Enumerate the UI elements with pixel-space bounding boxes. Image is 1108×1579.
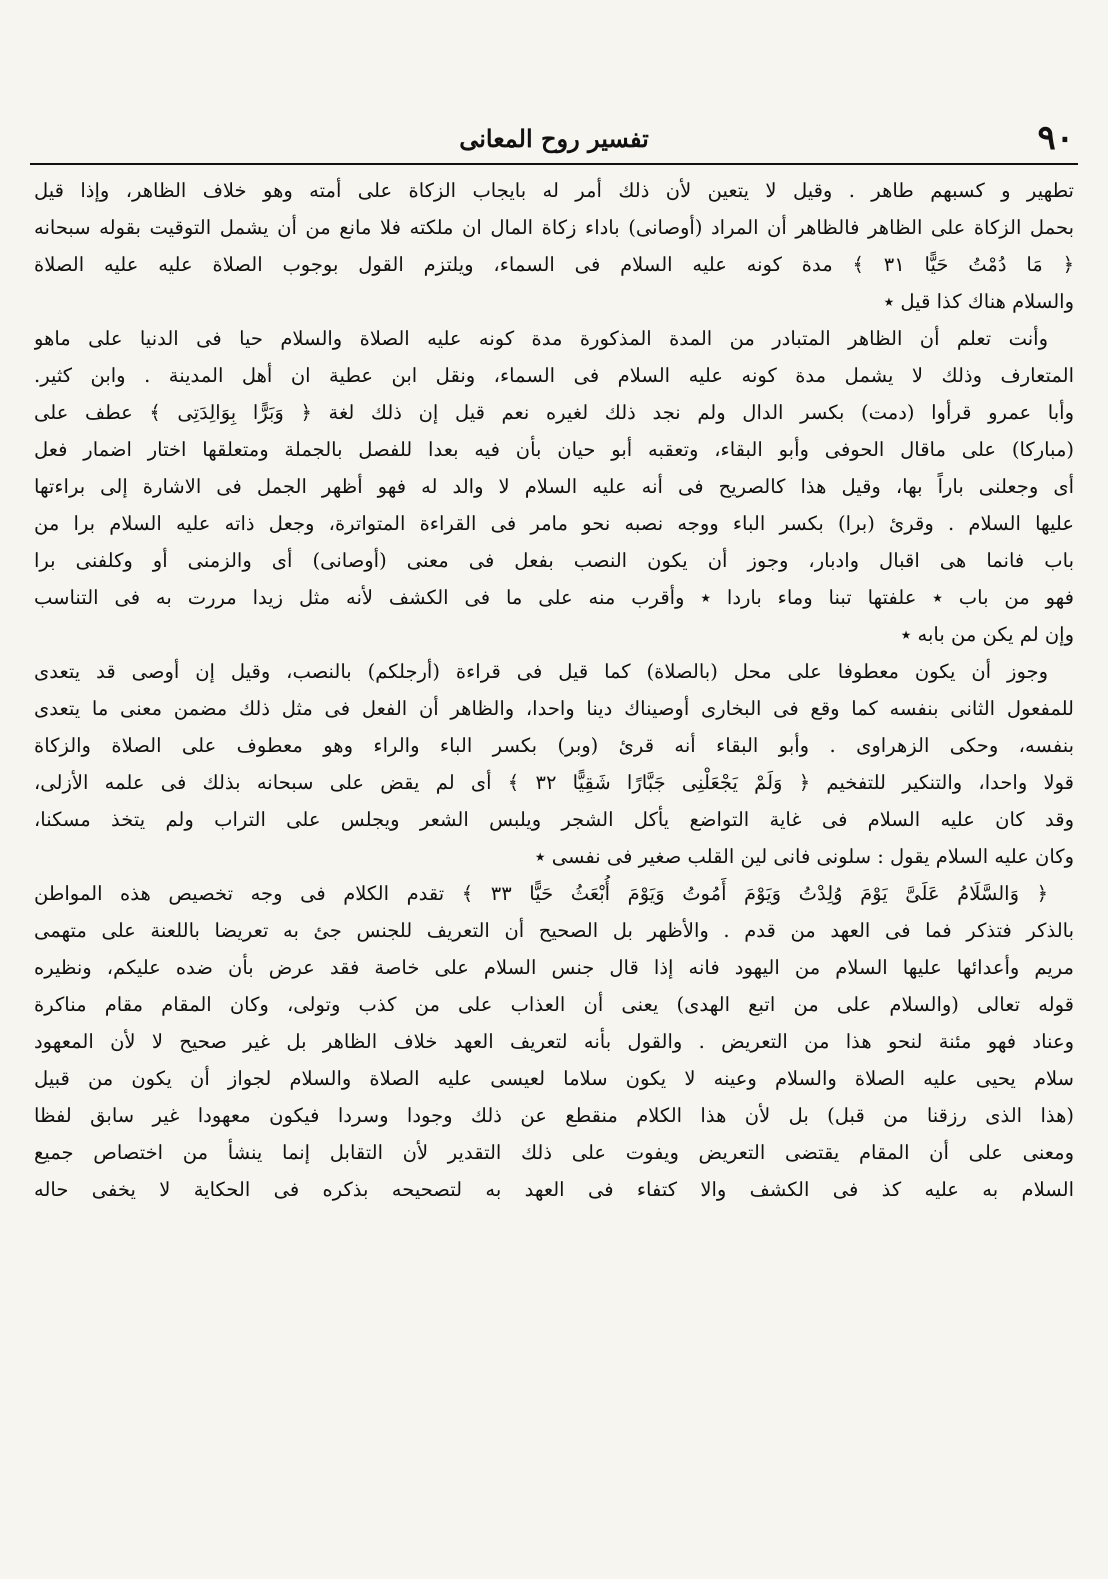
running-title: تفسير روح المعانى (459, 124, 649, 153)
header-divider (30, 163, 1078, 165)
text-line: فهو من باب ٭ علفتها تبنا وماء باردا ٭ وأقرب منه على ما فى الكشف لأنه مثل زيدا مررت به فى التناسب (34, 586, 1074, 609)
text-line: ﴿ مَا دُمْتُ حَيًّا ٣١ ﴾ مدة كونه عليه السلام فى السماء، ويلتزم القول بوجوب الصلاة عليه عليه الصلاة (34, 253, 1074, 276)
text-line: وجوز أن يكون معطوفا على محل (بالصلاة) كما قيل فى قراءة (أرجلكم) بالنصب، وقيل إن أوصى قد يتعدى (34, 660, 1048, 683)
text-line: وقد كان عليه السلام فى غاية التواضع يأكل الشجر ويلبس الشعر ويجلس على التراب ولم يتخذ مسكنا، (34, 808, 1074, 831)
text-line: بالذكر فتذكر فما فى العهد من قدم . والأظهر بل الصحيح أن التعريف للجنس جئ به تعريضا باللعنة على متهمى (34, 919, 1074, 942)
page-header (34, 118, 1074, 168)
text-line: (مباركا) على ماقال الحوفى وأبو البقاء، وتعقبه أبو حيان بأن فيه بعدا للفصل بالجملة ومتعلقها اختار اضمار فعل (34, 438, 1074, 461)
page-number: ٩٠ (1037, 118, 1074, 158)
text-line: وأنت تعلم أن الظاهر المتبادر من المدة المذكورة مدة كونه عليه الصلاة والسلام حيا فى الدنيا على ماهو (34, 327, 1048, 350)
text-line: وإن لم يكن من بابه ٭ (900, 623, 1074, 646)
text-line: السلام به عليه كذ فى الكشف والا كتفاء فى العهد به لتصحيحه بذكره فى الحكاية لا يخفى حاله (34, 1178, 1074, 1201)
text-line: بحمل الزكاة على الظاهر فالظاهر أن المراد (أوصانى) باداء زكاة المال ان ملكته فلا مانع من أن يشمل التوقيت بقوله سبحانه (34, 216, 1074, 239)
body-text (34, 172, 1074, 1208)
text-line: قولا واحدا، والتنكير للتفخيم ﴿ وَلَمْ يَجْعَلْنِى جَبَّارًا شَقِيًّا ٣٢ ﴾ أى لم يقض على سبحانه بذلك فى علمه الأزلى، (34, 771, 1074, 794)
text-line: سلام يحيى عليه الصلاة والسلام وعينه لا يكون سلاما لعيسى عليه الصلاة والسلام لجواز أن يكون من قبيل (34, 1067, 1074, 1090)
text-line: (هذا الذى رزقنا من قبل) بل لأن هذا الكلام منقطع عن ذلك وجودا وسردا فيكون معهودا غير سابق لفظا (34, 1104, 1074, 1127)
text-line: وكان عليه السلام يقول : سلونى فانى لين القلب صغير فى نفسى ٭ (534, 845, 1074, 868)
text-line: المتعارف وذلك لا يشمل مدة كونه عليه السلام فى السماء، ونقل ابن عطية ان أهل المدينة . وابن كثير. (34, 364, 1074, 387)
text-line: وعناد فهو مئنة لنحو هذا من التعريض . والقول بأنه لتعريف العهد خلاف الظاهر بل غير صحيح لا لأن المعهود (34, 1030, 1074, 1053)
text-line: والسلام هناك كذا قيل ٭ (883, 290, 1074, 313)
text-line: باب فانما هى اقبال وادبار، وجوز أن يكون النصب بفعل فى معنى (أوصانى) أى والزمنى أو وكلفنى برا (34, 549, 1074, 572)
text-line: ومعنى على أن المقام يقتضى التعريض ويفوت على ذلك التقدير لأن التقابل إنما ينشأ من اختصاص جميع (34, 1141, 1074, 1164)
text-line: ﴿ وَالسَّلَامُ عَلَىَّ يَوْمَ وُلِدْتُ وَيَوْمَ أَمُوتُ وَيَوْمَ أُبْعَثُ حَيًّا ٣٣ ﴾ تقدم الكلام فى وجه تخصيص هذه المواطن (34, 882, 1049, 905)
text-line: للمفعول الثانى بنفسه كما وقع فى البخارى أوصيناك دينا واحدا، والظاهر أن الفعل فى مثل ذلك مضمن معنى ما يتعدى (34, 697, 1074, 720)
text-line: وأبا عمرو قرأوا (دمت) بكسر الدال ولم نجد ذلك لغيره نعم قيل إن ذلك لغة ﴿ وَبَرًّا بِوَالِدَتِى ﴾ عطف على (34, 401, 1074, 424)
text-line: عليها السلام . وقرئ (برا) بكسر الباء ووجه نصبه نحو مامر فى القراءة المتواترة، وجعل ذاته عليه السلام برا من (34, 512, 1074, 535)
text-line: مريم وأعدائها عليها السلام من اليهود فانه إذا قال جنس السلام على خاصة فقد عرض بأن ضده عليكم، ونظيره (34, 956, 1074, 979)
text-line: قوله تعالى (والسلام على من اتبع الهدى) يعنى أن العذاب على من كذب وتولى، وكان المقام مقام مناكرة (34, 993, 1074, 1016)
text-line: أى وجعلنى باراً بها، وقيل هذا كالصريح فى أنه عليه السلام لا والد له فهو أظهر الجمل فى الاشارة إلى براءتها (34, 475, 1074, 498)
text-line: بنفسه، وحكى الزهراوى . وأبو البقاء أنه قرئ (وبر) بكسر الباء والراء وهو معطوف على الصلاة والزكاة (34, 734, 1074, 757)
text-line: تطهير و كسبهم طاهر . وقيل لا يتعين لأن ذلك أمر له بايجاب الزكاة على أمته وهو خلاف الظاهر، وإذا قيل (34, 179, 1074, 202)
